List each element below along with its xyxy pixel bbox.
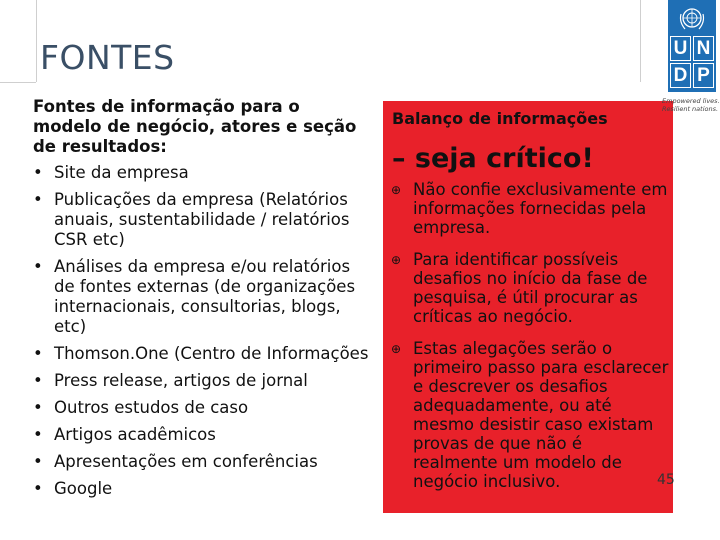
bullet-icon: • [33,371,43,390]
list-item: ⊕ Não confie exclusivamente em informações fornecidas pela empresa. [391,180,668,237]
circle-arrow-icon: ⊕ [391,253,402,267]
list-item: • Publicações da empresa (Relatórios anuais, sustentabilidade / relatórios CSR etc) [33,190,350,249]
bullet-icon: • [33,163,43,182]
bullet-icon: • [33,190,43,209]
circle-arrow-icon: ⊕ [391,342,402,356]
list-item: • Press release, artigos de jornal [33,371,308,390]
bullet-icon: • [33,425,43,444]
bullet-icon: • [33,479,43,498]
list-item: • Site da empresa [33,163,189,182]
undp-letters [670,36,714,88]
bullet-icon: • [33,257,43,276]
bullet-icon: • [33,398,43,417]
logo-letter: U [670,36,691,61]
bullet-icon: • [33,344,43,363]
list-item: ⊕ Para identificar possíveis desafios no início da fase de pesquisa, é útil procurar as críticas ao negócio. [391,250,648,326]
slide-title: FONTES [40,38,175,77]
bullet-icon: • [33,452,43,471]
list-item: • Artigos acadêmicos [33,425,216,444]
frame-line [0,82,36,83]
circle-arrow-icon: ⊕ [391,183,402,197]
advice-list [391,180,671,504]
list-item: • Apresentações em conferências [33,452,318,471]
critical-box [383,101,673,513]
un-emblem-icon [677,4,707,34]
list-item: • Thomson.One (Centro de Informações [33,344,369,363]
logo-letter: P [693,63,714,88]
frame-line [36,0,37,82]
undp-logo [668,0,716,92]
page-number: 45 [657,472,675,488]
left-column [33,97,373,506]
list-item: • Análises da empresa e/ou relatórios de fontes externas (de organizações internacionais, consultorias, blogs, etc) [33,257,356,336]
box-heading: Balanço de informações [392,109,608,128]
list-item: • Google [33,479,113,498]
list-item: ⊕ Estas alegações serão o primeiro passo para esclarecer e descrever os desafios adequadamente, ou até mesmo desistir caso existam provas de que não é realmente um modelo de negócio inclusivo. [391,339,669,491]
list-item: • Outros estudos de caso [33,398,249,417]
logo-letter: N [693,36,714,61]
logo-letter: D [670,63,691,88]
box-subheading: – seja crítico! [392,143,594,174]
sources-list [33,163,373,499]
logo-tagline: Empowered lives. Resilient nations. [662,97,720,113]
left-heading: Fontes de informação para o modelo de negócio, atores e seção de resultados: [33,97,357,156]
